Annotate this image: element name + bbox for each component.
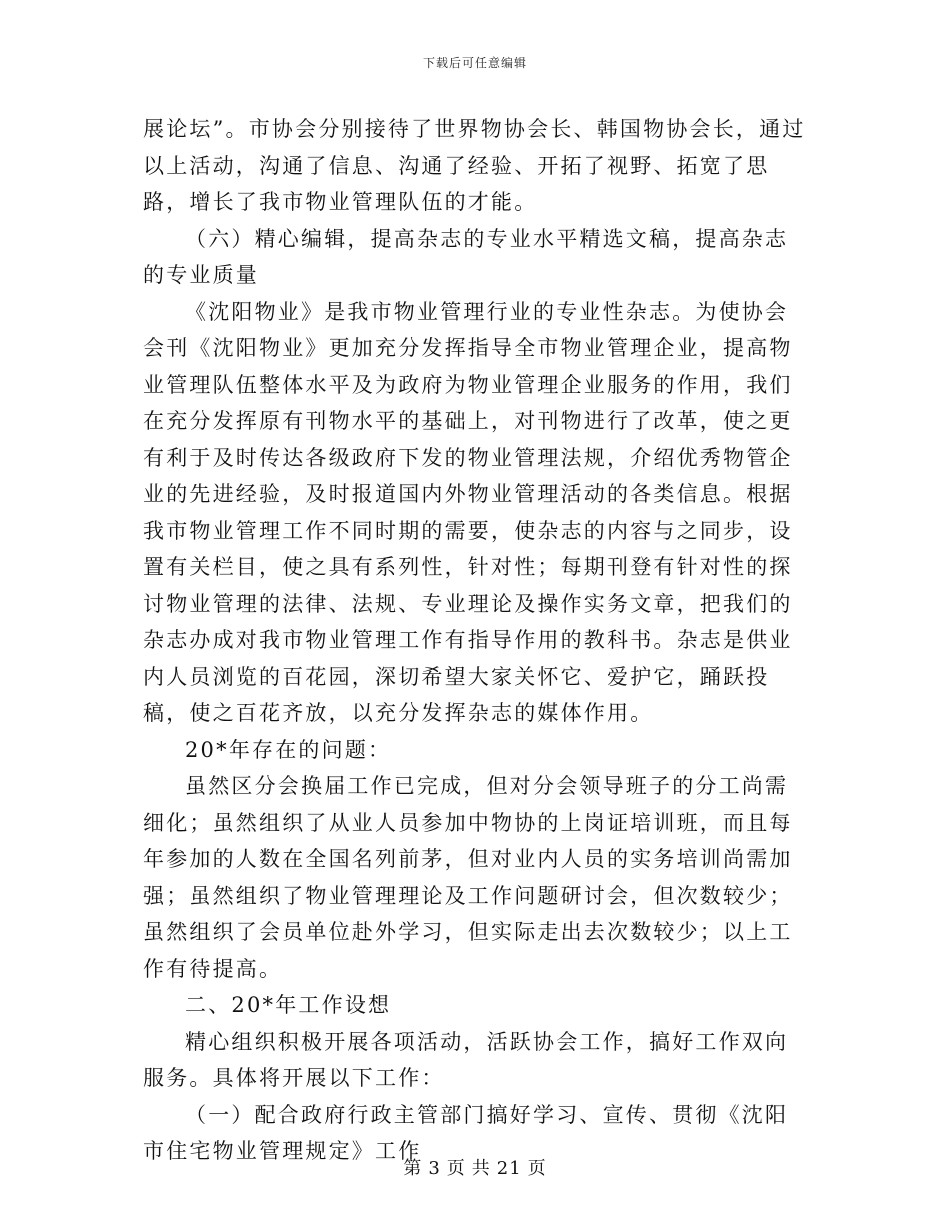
page-unit-label-end: 页: [527, 1158, 547, 1179]
paragraph: 虽然区分会换届工作已完成，但对分会领导班子的分工尚需细化；虽然组织了从业人员参加中物协的上岗证培训班，而且每年参加的人数在全国名列前茅，但对业内人员的实务培训尚需加强；虽然组织了物业管理理论及工作问题研讨会，但次数较少；虽然组织了会员单位赴外学习，但实际走出去次数较少；以上工作有待提高。: [143, 774, 793, 981]
total-pages-number: 21: [496, 1158, 522, 1179]
page-label: 第: [403, 1158, 423, 1179]
section-heading: 二、20*年工作设想: [185, 993, 392, 1017]
subsection-heading: （一）配合政府行政主管部门搞好学习、宣传、贯彻《沈阳市住宅物业管理规定》工作: [143, 1102, 789, 1163]
total-label: 共: [471, 1158, 491, 1179]
paragraph: 精心组织积极开展各项活动，活跃协会工作，搞好工作双向服务。具体将开展以下工作：: [143, 1029, 789, 1090]
paragraph: 展论坛”。市协会分别接待了世界物协会长、韩国物协会长，通过以上活动，沟通了信息、沟通了经验、开拓了视野、拓宽了思路，增长了我市物业管理队伍的才能。: [143, 117, 806, 214]
paragraph: 20*年存在的问题：: [185, 737, 392, 762]
document-body: [143, 111, 811, 1170]
paragraph: （六）精心编辑，提高杂志的专业水平精选文稿，提高杂志的专业质量: [143, 226, 789, 287]
page-footer: [0, 1154, 950, 1180]
page-unit-label: 页: [446, 1158, 466, 1179]
page-header: 下载后可任意编辑: [422, 56, 527, 70]
current-page-number: 3: [428, 1158, 441, 1179]
paragraph: 《沈阳物业》是我市物业管理行业的专业性杂志。为使协会会刊《沈阳物业》更加充分发挥指导全市物业管理企业，提高物业管理队伍整体水平及为政府为物业管理企业服务的作用，我们在充分发挥原有刊物水平的基础上，对刊物进行了改革，使之更有利于及时传达各级政府下发的物业管理法规，介绍优秀物管企业的先进经验，及时报道国内外物业管理活动的各类信息。根据我市物业管理工作不同时期的需要，使杂志的内容与之同步，设置有关栏目，使之具有系列性，针对性；每期刊登有针对性的探讨物业管理的法律、法规、专业理论及操作实务文章，把我们的杂志办成对我市物业管理工作有指导作用的教科书。杂志是供业内人员浏览的百花园，深切希望大家关怀它、爱护它，踊跃投稿，使之百花齐放，以充分发挥杂志的媒体作用。: [143, 299, 793, 725]
